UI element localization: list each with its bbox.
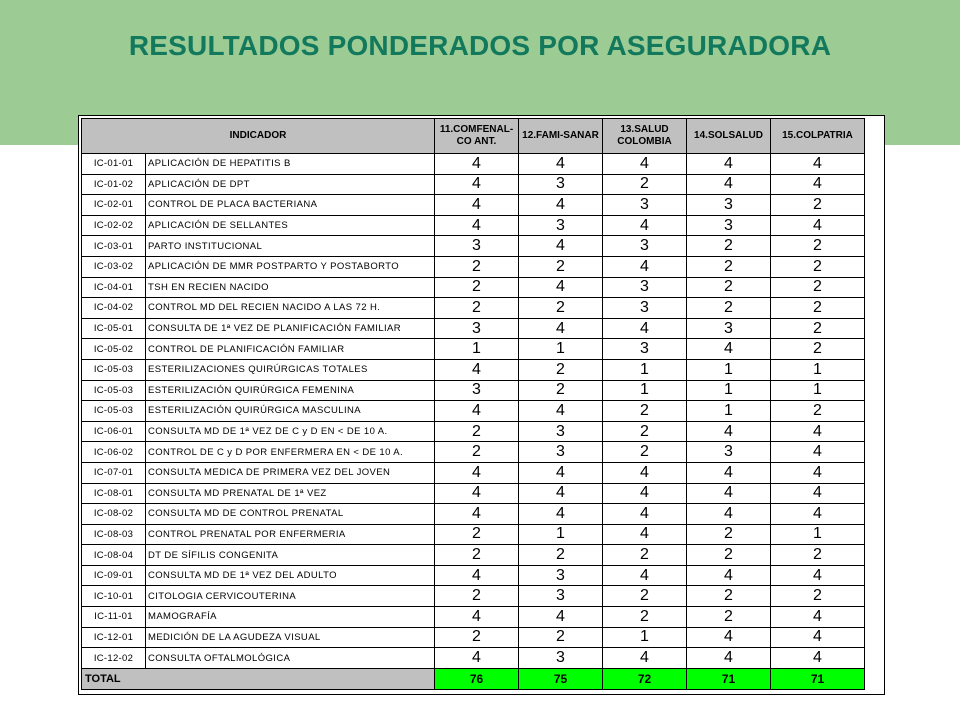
indicator-name: CONTROL DE C y D POR ENFERMERA EN < DE 10 A. xyxy=(146,442,435,463)
score-cell: 2 xyxy=(603,421,687,442)
score-cell: 3 xyxy=(603,277,687,298)
score-cell: 4 xyxy=(435,565,519,586)
indicator-name: APLICACIÓN DE MMR POSTPARTO Y POSTABORTO xyxy=(146,256,435,277)
score-cell: 3 xyxy=(519,586,603,607)
score-cell: 1 xyxy=(603,380,687,401)
table-row xyxy=(82,154,865,175)
table-row xyxy=(82,462,865,483)
indicator-code: IC-05-03 xyxy=(82,380,146,401)
total-label: TOTAL xyxy=(82,668,435,689)
score-cell: 2 xyxy=(771,586,865,607)
score-cell: 4 xyxy=(771,627,865,648)
score-cell: 4 xyxy=(435,648,519,669)
score-cell: 2 xyxy=(771,256,865,277)
score-cell: 2 xyxy=(687,607,771,628)
score-cell: 2 xyxy=(687,256,771,277)
indicator-code: IC-04-02 xyxy=(82,298,146,319)
indicator-code: IC-08-02 xyxy=(82,504,146,525)
score-cell: 2 xyxy=(435,586,519,607)
indicator-name: CONSULTA MD DE CONTROL PRENATAL xyxy=(146,504,435,525)
score-cell: 2 xyxy=(519,380,603,401)
indicator-code: IC-08-04 xyxy=(82,545,146,566)
score-cell: 4 xyxy=(771,174,865,195)
indicator-code: IC-03-01 xyxy=(82,236,146,257)
score-cell: 2 xyxy=(687,277,771,298)
indicator-name: CONSULTA MD PRENATAL DE 1ª VEZ xyxy=(146,483,435,504)
score-cell: 2 xyxy=(687,524,771,545)
total-row xyxy=(82,668,865,689)
score-cell: 4 xyxy=(771,483,865,504)
indicator-name: CONSULTA MEDICA DE PRIMERA VEZ DEL JOVEN xyxy=(146,462,435,483)
score-cell: 4 xyxy=(519,154,603,175)
score-cell: 3 xyxy=(687,195,771,216)
indicator-name: CONSULTA DE 1ª VEZ DE PLANIFICACIÓN FAMILIAR xyxy=(146,318,435,339)
score-cell: 4 xyxy=(687,154,771,175)
score-cell: 2 xyxy=(603,607,687,628)
score-cell: 2 xyxy=(687,545,771,566)
indicator-code: IC-05-03 xyxy=(82,401,146,422)
score-cell: 2 xyxy=(771,545,865,566)
score-cell: 4 xyxy=(771,421,865,442)
score-cell: 2 xyxy=(435,256,519,277)
score-cell: 3 xyxy=(519,174,603,195)
indicator-name: APLICACIÓN DE DPT xyxy=(146,174,435,195)
score-cell: 4 xyxy=(771,442,865,463)
indicator-name: APLICACIÓN DE SELLANTES xyxy=(146,215,435,236)
score-cell: 1 xyxy=(771,359,865,380)
indicator-name: CONTROL PRENATAL POR ENFERMERIA xyxy=(146,524,435,545)
indicator-name: ESTERILIZACIONES QUIRÚRGICAS TOTALES xyxy=(146,359,435,380)
header-col-3: 13.SALUD COLOMBIA xyxy=(603,119,687,154)
score-cell: 4 xyxy=(603,256,687,277)
indicator-code: IC-05-02 xyxy=(82,339,146,360)
score-cell: 4 xyxy=(519,483,603,504)
score-cell: 4 xyxy=(687,483,771,504)
indicator-name: TSH EN RECIEN NACIDO xyxy=(146,277,435,298)
score-cell: 2 xyxy=(603,442,687,463)
score-cell: 4 xyxy=(771,462,865,483)
score-cell: 4 xyxy=(519,401,603,422)
score-cell: 1 xyxy=(687,380,771,401)
table-row xyxy=(82,586,865,607)
table-row xyxy=(82,607,865,628)
indicator-name: CITOLOGIA CERVICOUTERINA xyxy=(146,586,435,607)
total-value: 76 xyxy=(435,668,519,689)
score-cell: 1 xyxy=(519,339,603,360)
indicator-code: IC-06-02 xyxy=(82,442,146,463)
score-cell: 3 xyxy=(435,236,519,257)
indicator-name: PARTO INSTITUCIONAL xyxy=(146,236,435,257)
score-cell: 3 xyxy=(687,442,771,463)
score-cell: 2 xyxy=(435,545,519,566)
score-cell: 4 xyxy=(687,174,771,195)
score-cell: 1 xyxy=(771,524,865,545)
indicator-name: ESTERILIZACIÓN QUIRÚRGICA FEMENINA xyxy=(146,380,435,401)
table-row xyxy=(82,195,865,216)
table-row xyxy=(82,236,865,257)
page-title: RESULTADOS PONDERADOS POR ASEGURADORA xyxy=(128,30,832,61)
indicator-name: DT DE SÍFILIS CONGENITA xyxy=(146,545,435,566)
indicator-code: IC-07-01 xyxy=(82,462,146,483)
table-row xyxy=(82,565,865,586)
total-value: 75 xyxy=(519,668,603,689)
indicator-name: CONTROL MD DEL RECIEN NACIDO A LAS 72 H. xyxy=(146,298,435,319)
score-cell: 3 xyxy=(519,565,603,586)
score-cell: 3 xyxy=(687,215,771,236)
indicator-name: MAMOGRAFÍA xyxy=(146,607,435,628)
indicator-name: CONTROL DE PLACA BACTERIANA xyxy=(146,195,435,216)
indicator-code: IC-03-02 xyxy=(82,256,146,277)
score-cell: 4 xyxy=(603,565,687,586)
indicator-code: IC-06-01 xyxy=(82,421,146,442)
score-cell: 1 xyxy=(519,524,603,545)
score-cell: 3 xyxy=(519,648,603,669)
score-cell: 2 xyxy=(519,298,603,319)
table-row xyxy=(82,174,865,195)
score-cell: 2 xyxy=(687,298,771,319)
indicator-name: CONSULTA MD DE 1ª VEZ DEL ADULTO xyxy=(146,565,435,586)
score-cell: 4 xyxy=(603,154,687,175)
score-cell: 2 xyxy=(771,195,865,216)
score-cell: 2 xyxy=(687,586,771,607)
score-cell: 1 xyxy=(603,359,687,380)
score-cell: 3 xyxy=(519,442,603,463)
indicator-code: IC-05-01 xyxy=(82,318,146,339)
table-row xyxy=(82,421,865,442)
score-cell: 2 xyxy=(519,359,603,380)
indicator-code: IC-12-02 xyxy=(82,648,146,669)
score-cell: 4 xyxy=(603,504,687,525)
indicator-code: IC-01-01 xyxy=(82,154,146,175)
score-cell: 3 xyxy=(603,195,687,216)
score-cell: 4 xyxy=(771,154,865,175)
indicator-code: IC-05-03 xyxy=(82,359,146,380)
score-cell: 4 xyxy=(435,174,519,195)
score-cell: 2 xyxy=(603,174,687,195)
table-row xyxy=(82,380,865,401)
score-cell: 2 xyxy=(771,401,865,422)
table-row xyxy=(82,545,865,566)
score-cell: 1 xyxy=(603,627,687,648)
table-row xyxy=(82,504,865,525)
indicator-code: IC-02-02 xyxy=(82,215,146,236)
score-cell: 1 xyxy=(771,380,865,401)
indicator-name: CONSULTA OFTALMOLÓGICA xyxy=(146,648,435,669)
results-table xyxy=(81,118,865,690)
score-cell: 2 xyxy=(771,298,865,319)
header-col-1: 11.COMFENAL-CO ANT. xyxy=(435,119,519,154)
score-cell: 4 xyxy=(435,401,519,422)
table-row xyxy=(82,483,865,504)
indicator-code: IC-02-01 xyxy=(82,195,146,216)
score-cell: 1 xyxy=(687,401,771,422)
score-cell: 2 xyxy=(435,627,519,648)
header-indicator: INDICADOR xyxy=(82,119,435,154)
score-cell: 4 xyxy=(603,524,687,545)
table-row xyxy=(82,442,865,463)
score-cell: 4 xyxy=(771,607,865,628)
score-cell: 4 xyxy=(687,462,771,483)
header-col-2: 12.FAMI-SANAR xyxy=(519,119,603,154)
table-header-row xyxy=(82,119,865,154)
score-cell: 4 xyxy=(771,565,865,586)
indicator-code: IC-08-03 xyxy=(82,524,146,545)
score-cell: 4 xyxy=(519,318,603,339)
table-row xyxy=(82,318,865,339)
score-cell: 2 xyxy=(435,298,519,319)
score-cell: 3 xyxy=(603,236,687,257)
score-cell: 4 xyxy=(687,504,771,525)
score-cell: 4 xyxy=(603,318,687,339)
score-cell: 2 xyxy=(603,545,687,566)
score-cell: 2 xyxy=(435,421,519,442)
score-cell: 3 xyxy=(435,318,519,339)
score-cell: 4 xyxy=(519,504,603,525)
score-cell: 4 xyxy=(435,359,519,380)
score-cell: 4 xyxy=(435,504,519,525)
indicator-code: IC-04-01 xyxy=(82,277,146,298)
score-cell: 4 xyxy=(435,215,519,236)
table-row xyxy=(82,277,865,298)
score-cell: 3 xyxy=(687,318,771,339)
score-cell: 2 xyxy=(435,524,519,545)
indicator-name: APLICACIÓN DE HEPATITIS B xyxy=(146,154,435,175)
score-cell: 2 xyxy=(435,442,519,463)
table-row xyxy=(82,298,865,319)
score-cell: 4 xyxy=(519,607,603,628)
score-cell: 2 xyxy=(519,627,603,648)
score-cell: 1 xyxy=(687,359,771,380)
indicator-code: IC-01-02 xyxy=(82,174,146,195)
indicator-code: IC-08-01 xyxy=(82,483,146,504)
score-cell: 4 xyxy=(771,504,865,525)
table-row xyxy=(82,401,865,422)
score-cell: 1 xyxy=(435,339,519,360)
score-cell: 2 xyxy=(771,277,865,298)
score-cell: 4 xyxy=(519,462,603,483)
indicator-code: IC-09-01 xyxy=(82,565,146,586)
table-row xyxy=(82,627,865,648)
score-cell: 3 xyxy=(603,339,687,360)
indicator-name: ESTERILIZACIÓN QUIRÚRGICA MASCULINA xyxy=(146,401,435,422)
score-cell: 4 xyxy=(435,483,519,504)
score-cell: 4 xyxy=(603,648,687,669)
score-cell: 4 xyxy=(435,607,519,628)
indicator-name: CONSULTA MD DE 1ª VEZ DE C y D EN < DE 10 A. xyxy=(146,421,435,442)
indicator-code: IC-10-01 xyxy=(82,586,146,607)
indicator-name: MEDICIÓN DE LA AGUDEZA VISUAL xyxy=(146,627,435,648)
score-cell: 2 xyxy=(519,545,603,566)
table-row xyxy=(82,524,865,545)
score-cell: 2 xyxy=(771,318,865,339)
score-cell: 4 xyxy=(771,648,865,669)
indicator-code: IC-12-01 xyxy=(82,627,146,648)
total-value: 71 xyxy=(687,668,771,689)
score-cell: 3 xyxy=(519,215,603,236)
score-cell: 4 xyxy=(435,154,519,175)
score-cell: 4 xyxy=(519,236,603,257)
score-cell: 2 xyxy=(435,277,519,298)
score-cell: 4 xyxy=(603,215,687,236)
score-cell: 3 xyxy=(603,298,687,319)
total-value: 72 xyxy=(603,668,687,689)
score-cell: 2 xyxy=(771,236,865,257)
header-col-4: 14.SOLSALUD xyxy=(687,119,771,154)
indicator-code: IC-11-01 xyxy=(82,607,146,628)
score-cell: 4 xyxy=(603,483,687,504)
table-row xyxy=(82,359,865,380)
score-cell: 2 xyxy=(519,256,603,277)
score-cell: 4 xyxy=(603,462,687,483)
score-cell: 3 xyxy=(519,421,603,442)
score-cell: 4 xyxy=(435,195,519,216)
score-cell: 2 xyxy=(603,401,687,422)
score-cell: 2 xyxy=(603,586,687,607)
score-cell: 4 xyxy=(771,215,865,236)
score-cell: 4 xyxy=(687,648,771,669)
score-cell: 2 xyxy=(771,339,865,360)
score-cell: 3 xyxy=(435,380,519,401)
score-cell: 4 xyxy=(519,277,603,298)
score-cell: 2 xyxy=(687,236,771,257)
score-cell: 4 xyxy=(519,195,603,216)
table-row xyxy=(82,215,865,236)
score-cell: 4 xyxy=(687,627,771,648)
score-cell: 4 xyxy=(435,462,519,483)
indicator-name: CONTROL DE PLANIFICACIÓN FAMILIAR xyxy=(146,339,435,360)
table-row xyxy=(82,648,865,669)
header-col-5: 15.COLPATRIA xyxy=(771,119,865,154)
score-cell: 4 xyxy=(687,565,771,586)
total-value: 71 xyxy=(771,668,865,689)
table-row xyxy=(82,339,865,360)
score-cell: 4 xyxy=(687,421,771,442)
table-row xyxy=(82,256,865,277)
score-cell: 4 xyxy=(687,339,771,360)
